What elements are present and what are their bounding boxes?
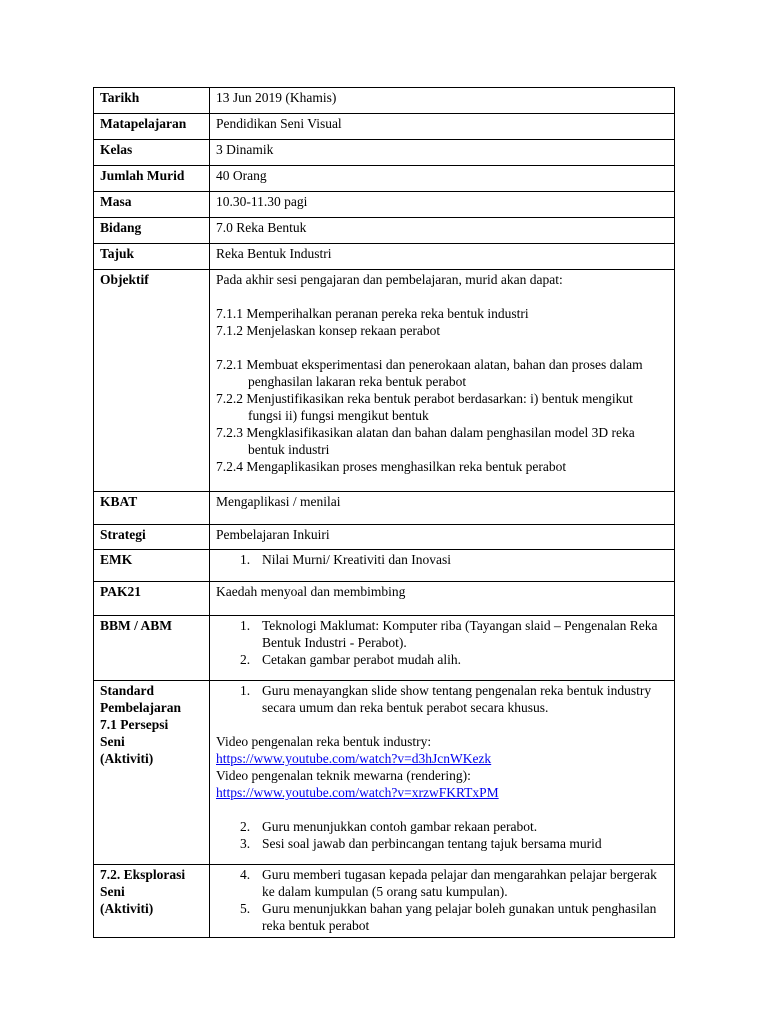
value-emk [210,550,675,582]
row-kelas [94,140,675,166]
value-kelas: 3 Dinamik [210,140,675,166]
row-eksplorasi [94,865,675,938]
standard-item: 3. Sesi soal jawab dan perbincangan tentang tajuk bersama murid [240,836,602,851]
value-matapelajaran: Pendidikan Seni Visual [210,114,675,140]
row-masa [94,192,675,218]
value-kbat: Mengaplikasi / menilai [210,492,675,525]
label-bbm: BBM / ABM [94,616,210,681]
row-emk [94,550,675,582]
value-eksplorasi [210,865,675,938]
row-jumlah-murid [94,166,675,192]
value-jumlah-murid: 40 Orang [210,166,675,192]
label-kelas: Kelas [94,140,210,166]
label-eksplorasi: 7.2. Eksplorasi Seni (Aktiviti) [94,865,210,938]
value-bbm [210,616,675,681]
value-bidang: 7.0 Reka Bentuk [210,218,675,244]
value-objektif [210,270,675,492]
objektif-intro: Pada akhir sesi pengajaran dan pembelajaran, murid akan dapat: [216,272,563,287]
objektif-item: 7.1.1 Memperihalkan peranan pereka reka bentuk industri [216,306,529,321]
value-strategi: Pembelajaran Inkuiri [210,525,675,550]
label-objektif: Objektif [94,270,210,492]
label-matapelajaran: Matapelajaran [94,114,210,140]
objektif-item: 7.2.2 Menjustifikasikan reka bentuk perabot berdasarkan: i) bentuk mengikut fungsi ii) fungsi mengikut bentuk [216,391,633,423]
objektif-item: 7.2.1 Membuat eksperimentasi dan penerokaan alatan, bahan dan proses dalam penghasilan lakaran reka bentuk perabot [216,357,643,389]
bbm-item: 1. Teknologi Maklumat: Komputer riba (Tayangan slaid – Pengenalan Reka Bentuk Industri - Perabot). [240,618,658,650]
value-tarikh: 13 Jun 2019 (Khamis) [210,88,675,114]
video2-link[interactable]: https://www.youtube.com/watch?v=xrzwFKRTxPM [216,785,499,800]
label-standard: Standard Pembelajaran 7.1 Persepsi Seni (Aktiviti) [94,681,210,865]
value-tajuk: Reka Bentuk Industri [210,244,675,270]
label-bidang: Bidang [94,218,210,244]
row-pak21 [94,582,675,616]
objektif-item: 7.2.4 Mengaplikasikan proses menghasilkan reka bentuk perabot [216,459,567,474]
video2-label: Video pengenalan teknik mewarna (rendering): [216,768,471,783]
value-pak21: Kaedah menyoal dan membimbing [210,582,675,616]
value-masa: 10.30-11.30 pagi [210,192,675,218]
label-tarikh: Tarikh [94,88,210,114]
label-jumlah-murid: Jumlah Murid [94,166,210,192]
label-masa: Masa [94,192,210,218]
lesson-plan-table [93,87,675,938]
label-kbat: KBAT [94,492,210,525]
row-kbat [94,492,675,525]
row-tajuk [94,244,675,270]
row-bidang [94,218,675,244]
standard-item: 2. Guru menunjukkan contoh gambar rekaan perabot. [240,819,538,834]
row-bbm [94,616,675,681]
eksplorasi-item: 5. Guru menunjukkan bahan yang pelajar boleh gunakan untuk penghasilan reka bentuk perabot [240,901,657,933]
video1-label: Video pengenalan reka bentuk industry: [216,734,432,749]
label-pak21: PAK21 [94,582,210,616]
row-strategi [94,525,675,550]
row-matapelajaran [94,114,675,140]
label-strategi: Strategi [94,525,210,550]
value-standard [210,681,675,865]
standard-item: 1. Guru menayangkan slide show tentang pengenalan reka bentuk industry secara umum dan reka bentuk perabot secara khusus. [240,683,652,715]
emk-item: 1. Nilai Murni/ Kreativiti dan Inovasi [240,552,451,567]
row-objektif [94,270,675,492]
video1-link[interactable]: https://www.youtube.com/watch?v=d3hJcnWKezk [216,751,492,766]
label-tajuk: Tajuk [94,244,210,270]
row-tarikh [94,88,675,114]
bbm-item: 2. Cetakan gambar perabot mudah alih. [240,652,462,667]
eksplorasi-item: 4. Guru memberi tugasan kepada pelajar dan mengarahkan pelajar bergerak ke dalam kumpulan (5 orang satu kumpulan). [240,867,657,899]
row-standard [94,681,675,865]
objektif-item: 7.2.3 Mengklasifikasikan alatan dan bahan dalam penghasilan model 3D reka bentuk industri [216,425,635,457]
label-emk: EMK [94,550,210,582]
objektif-item: 7.1.2 Menjelaskan konsep rekaan perabot [216,323,441,338]
